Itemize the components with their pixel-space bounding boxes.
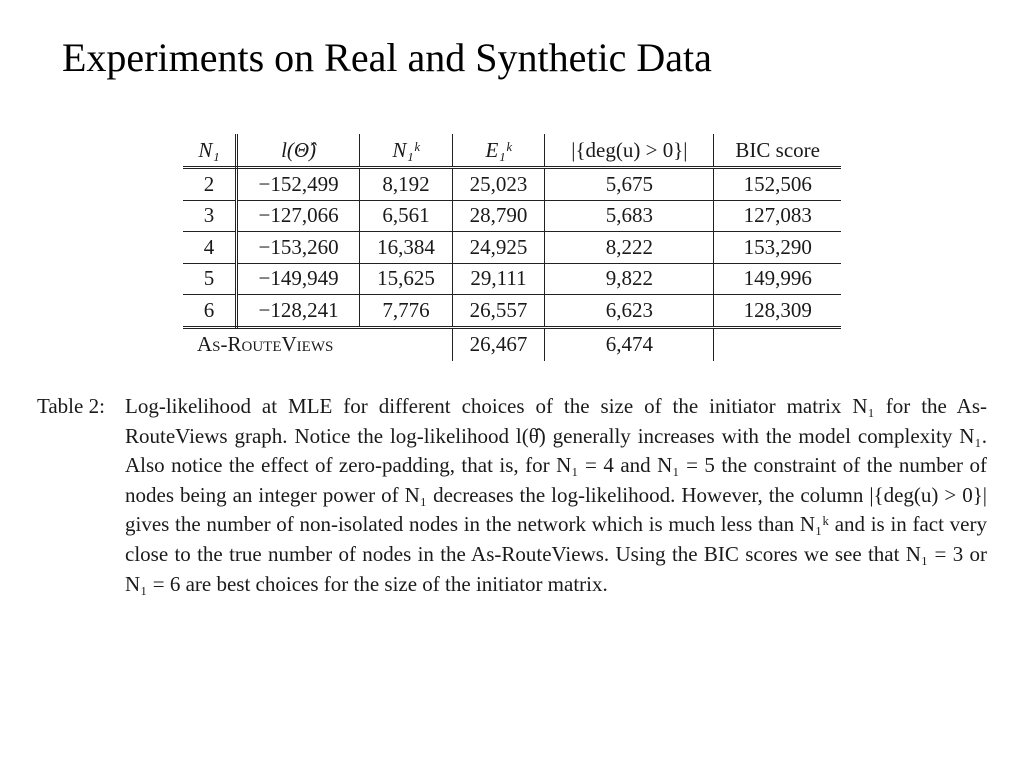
header-nonisolated: |{deg(u) > 0}| [545,134,714,168]
results-table [183,134,841,361]
table-cell: 128,309 [714,295,841,328]
table-cell: 6,561 [360,200,453,232]
header-edges: E₁ᵏ [452,134,545,168]
caption-text: Log-likelihood at MLE for different choices of the size of the initiator matrix N₁ for the As-RouteViews graph. Notice the log-likelihood l(θ̂) generally increases with the model complexity N₁. Also notice the effect of zero-padding, that is, for N₁ = 4 and N₁ = 5 the constraint of the number of nodes being an integer power of N₁ decreases the log-likelihood. However, the column |{deg(u) > 0}| gives the number of non-isolated nodes in the network which is much less than N₁ᵏ and is in fact very close to the true number of nodes in the As-RouteViews. Using the BIC scores we see that N₁ = 3 or N₁ = 6 are best choices for the size of the initiator matrix. [125,394,987,596]
table-cell: 5,683 [545,200,714,232]
reference-row [183,327,841,361]
table-cell: 24,925 [452,232,545,264]
header-log-likelihood: l(Θ̂) [237,134,360,168]
table-cell: −153,260 [237,232,360,264]
reference-bic-empty [714,327,841,361]
reference-label: As-RouteViews [183,327,452,361]
table-caption [37,392,987,599]
table-cell: 153,290 [714,232,841,264]
header-n1: N₁ [183,134,237,168]
header-bic: BIC score [714,134,841,168]
header-nodes: N₁ᵏ [360,134,453,168]
table-row [183,263,841,295]
table-row [183,295,841,328]
table-cell: 127,083 [714,200,841,232]
table-cell: 16,384 [360,232,453,264]
results-table-container [183,134,841,361]
table-body [183,168,841,328]
table-cell: 149,996 [714,263,841,295]
table-cell: 15,625 [360,263,453,295]
table-cell: 6 [183,295,237,328]
table-cell: 8,222 [545,232,714,264]
table-cell: 6,623 [545,295,714,328]
table-row [183,200,841,232]
table-cell: −149,949 [237,263,360,295]
reference-edges: 26,467 [452,327,545,361]
table-cell: 9,822 [545,263,714,295]
table-cell: 4 [183,232,237,264]
table-cell: 28,790 [452,200,545,232]
table-cell: 2 [183,168,237,201]
table-cell: 5,675 [545,168,714,201]
table-cell: −152,499 [237,168,360,201]
table-header-row [183,134,841,168]
table-cell: 3 [183,200,237,232]
table-row [183,168,841,201]
table-cell: 8,192 [360,168,453,201]
table-cell: −128,241 [237,295,360,328]
table-cell: 7,776 [360,295,453,328]
table-cell: 29,111 [452,263,545,295]
table-cell: 5 [183,263,237,295]
table-cell: 25,023 [452,168,545,201]
table-cell: 152,506 [714,168,841,201]
slide-title: Experiments on Real and Synthetic Data [62,35,712,80]
table-cell: −127,066 [237,200,360,232]
caption-label: Table 2: [37,394,105,418]
reference-nonisolated: 6,474 [545,327,714,361]
table-cell: 26,557 [452,295,545,328]
table-row [183,232,841,264]
